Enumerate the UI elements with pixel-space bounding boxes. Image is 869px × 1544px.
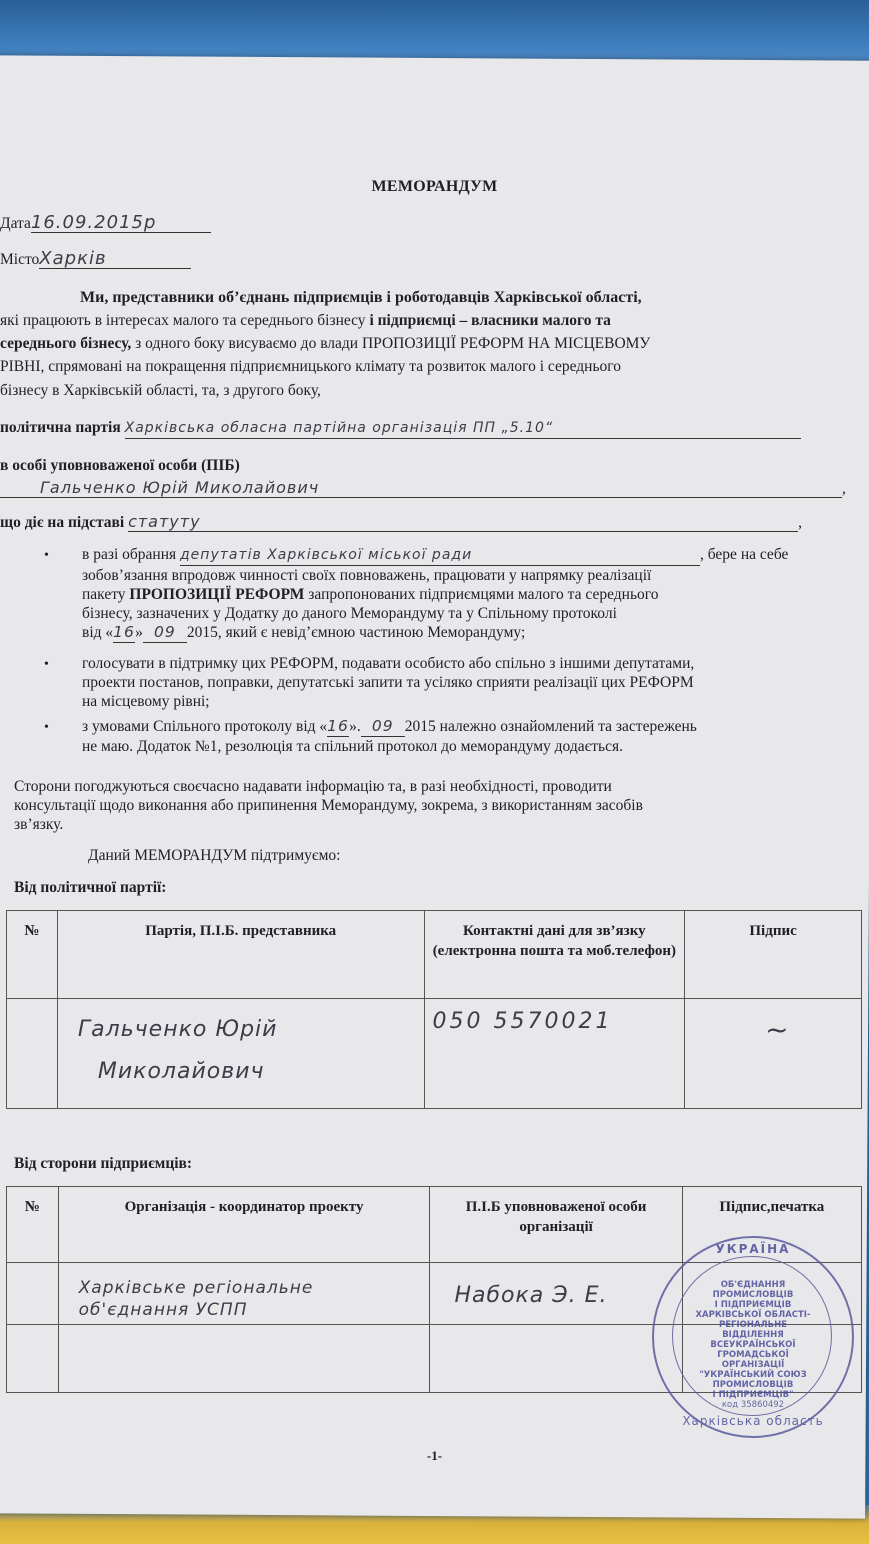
city-label: Місто [0,251,40,268]
stamp-top-text: УКРАЇНА [715,1242,791,1256]
empty-cell-1 [7,1325,59,1393]
bullet-2-line-1: голосувати в підтримку цих РЕФОРМ, подавати особисто або спільно з іншими депутатами, [82,655,695,672]
b3-l1-b: ». [349,718,361,735]
bullet-3 [82,717,862,756]
b1-l5-c: 2015, який є невід’ємною частиною Меморандуму; [186,624,526,641]
stamp-line: ХАРКІВСЬКОЇ ОБЛАСТІ- [695,1310,811,1320]
col-signature: Підпис [685,911,862,999]
date-row [0,213,211,233]
stamp-line: "УКРАЇНСЬКИЙ СОЮЗ [699,1370,807,1380]
bullet-dot-1: • [44,548,49,563]
stamp-line: І ПІДПРИЄМЦІВ" [712,1390,794,1400]
b3-l1-month: 09 [361,717,405,737]
party-row [0,418,801,439]
bullet-3-line-2: не маю. Додаток №1, резолюція та спільний протокол до меморандуму додається. [82,738,623,755]
business-row-org-line-2: об'єднання УСПП [78,1300,248,1320]
bullet-1-line-4: бізнесу, зазначених у Додатку до даного Меморандуму та у Спільному протоколі [82,605,617,622]
col-party: Партія, П.І.Б. представника [57,911,424,999]
business-row-person: Набока Э. Е. [430,1263,682,1325]
stamp-line: код 35860492 [721,1400,785,1410]
col2-person: П.І.Б уповноваженої особи організації [430,1187,682,1263]
stamp-line: ОБ'ЄДНАННЯ [720,1280,786,1290]
parties-paragraph [14,777,854,834]
person-row: Гальченко Юрій Миколайович , [0,478,846,498]
party-row-signature: ~ [685,999,862,1109]
basis-label: що діє на підставі [0,514,125,531]
business-row-number [7,1263,59,1325]
b1-l5-b: » [135,624,143,641]
b1-hand: депутатів Харківської міської ради [180,546,700,566]
party-table [6,910,862,1109]
date-value: 16.09.2015р [31,213,211,233]
col2-organization: Організація - координатор проекту [58,1187,430,1263]
col2-signature: Підпис,печатка [682,1187,861,1263]
party-table-row [7,999,862,1109]
intro-line-2 [0,311,611,330]
stamp-line: ПРОМИСЛОВЦІВ [712,1290,794,1300]
party-row-name-line-2: Миколайович [97,1059,265,1084]
stamp-line: ГРОМАДСЬКОЇ ОРГАНІЗАЦІЇ [717,1350,789,1370]
col-contact: Контактні дані для зв’язку (електронна пошта та моб.телефон) [424,911,685,999]
intro-line-2-bold: і підприємці – власники малого та [369,312,611,329]
party-row-number [7,999,58,1109]
bullet-2-line-2: проекти постанов, поправки, депутатські запити та усіляко сприяти реалізації цих РЕФОРМ [82,674,694,691]
stamp-line: ВСЕУКРАЇНСЬКОЇ [710,1340,796,1350]
b1-l3-a: пакету [82,586,130,603]
b3-l1-a: з умовами Спільного протоколу від « [82,718,328,735]
col2-number: № [7,1187,59,1263]
party-row-name [57,999,424,1109]
city-row [0,249,191,269]
document-title: МЕМОРАНДУМ [371,178,498,195]
basis-value: статуту [128,512,798,532]
party-table-header [7,911,862,999]
bullet-1-line-3 [82,585,854,604]
bullet-1-line-1 [82,545,854,566]
intro-line-3-bold: середнього бізнесу, [0,335,132,352]
col-number: № [7,911,58,999]
bullet-dot-2: • [44,657,49,672]
parties-line-3: зв’язку. [14,816,64,833]
b3-l1-c: 2015 належно ознайомлений та застережень [404,718,697,735]
intro-line-3-plain: з одного боку висуваємо до влади ПРОПОЗИЦІЇ РЕФОРМ НА МІСЦЕВОМУ [131,335,651,352]
page-number: -1- [426,1448,443,1463]
party-row-contact: 050 5570021 [424,999,685,1109]
b1-l5-day: 16 [113,623,135,641]
organization-stamp [652,1236,854,1438]
bullet-1-line-2: зобов’язання впродовж чинності своїх повноважень, працювати у напрямку реалізації [82,567,652,584]
bullet-1-line-5 [82,623,854,643]
intro-line-3 [0,334,650,353]
person-value: Гальченко Юрій Миколайович [0,478,842,498]
b1-pre: в разі обрання [82,546,177,563]
parties-line-2: консультації щодо виконання або припинення Меморандуму, зокрема, з використанням засобів [14,797,643,814]
bullet-2-line-3: на місцевому рівні; [82,693,210,710]
intro-line-2-plain: які працюють в інтересах малого та середнього бізнесу [0,312,370,329]
b1-l3-b: ПРОПОЗИЦІЇ РЕФОРМ [129,586,305,603]
stamp-line: РЕГІОНАЛЬНЕ ВІДДІЛЕННЯ [719,1320,787,1340]
intro-line-5: бізнесу в Харківській області, та, з другого боку, [0,382,321,399]
stamp-bottom-text: Харківська область [682,1414,824,1428]
party-section-label: Від політичної партії: [14,879,167,896]
b3-l1-day: 16 [327,717,349,735]
bullet-dot-3: • [44,720,49,735]
bullet-2 [82,654,862,711]
intro-line-4: РІВНІ, спрямовані на покращення підприємницького клімату та розвиток малого і середнього [0,358,622,375]
business-section-label: Від сторони підприємців: [14,1155,193,1172]
empty-cell-2 [58,1325,430,1393]
bullet-1 [82,545,854,643]
business-row-org [58,1263,430,1325]
bullet-3-line-1 [82,717,862,737]
parties-line-1: Сторони погоджуються своєчасно надавати інформацію та, в разі необхідності, проводити [14,778,612,795]
basis-row: що діє на підставі статуту , [0,512,802,531]
party-row-name-line-1: Гальченко Юрій [77,1017,278,1042]
party-label: політична партія [0,419,121,436]
b1-l5-month: 09 [143,623,187,643]
date-label: Дата [0,215,31,232]
empty-cell-3 [430,1325,682,1393]
b1-post: , бере на себе [700,546,789,563]
city-value: Харків [39,249,191,269]
party-value: Харківська обласна партійна організація ПП „5.10“ [125,419,801,439]
stamp-line: ПРОМИСЛОВЦІВ [712,1380,794,1390]
stamp-center-text [688,1280,818,1410]
intro-line-1: Ми, представники об’єднань підприємців і роботодавців Харківської області, [80,289,642,306]
person-label: в особі уповноваженої особи (ПІБ) [0,457,240,474]
stamp-line: І ПІДПРИЄМЦІВ [714,1300,792,1310]
support-line: Даний МЕМОРАНДУМ підтримуємо: [88,847,341,864]
b1-l3-c: запропонованих підприємцями малого та середнього [304,586,659,603]
business-row-org-line-1: Харківське регіональне [78,1278,314,1298]
b1-l5-a: від « [82,624,114,641]
